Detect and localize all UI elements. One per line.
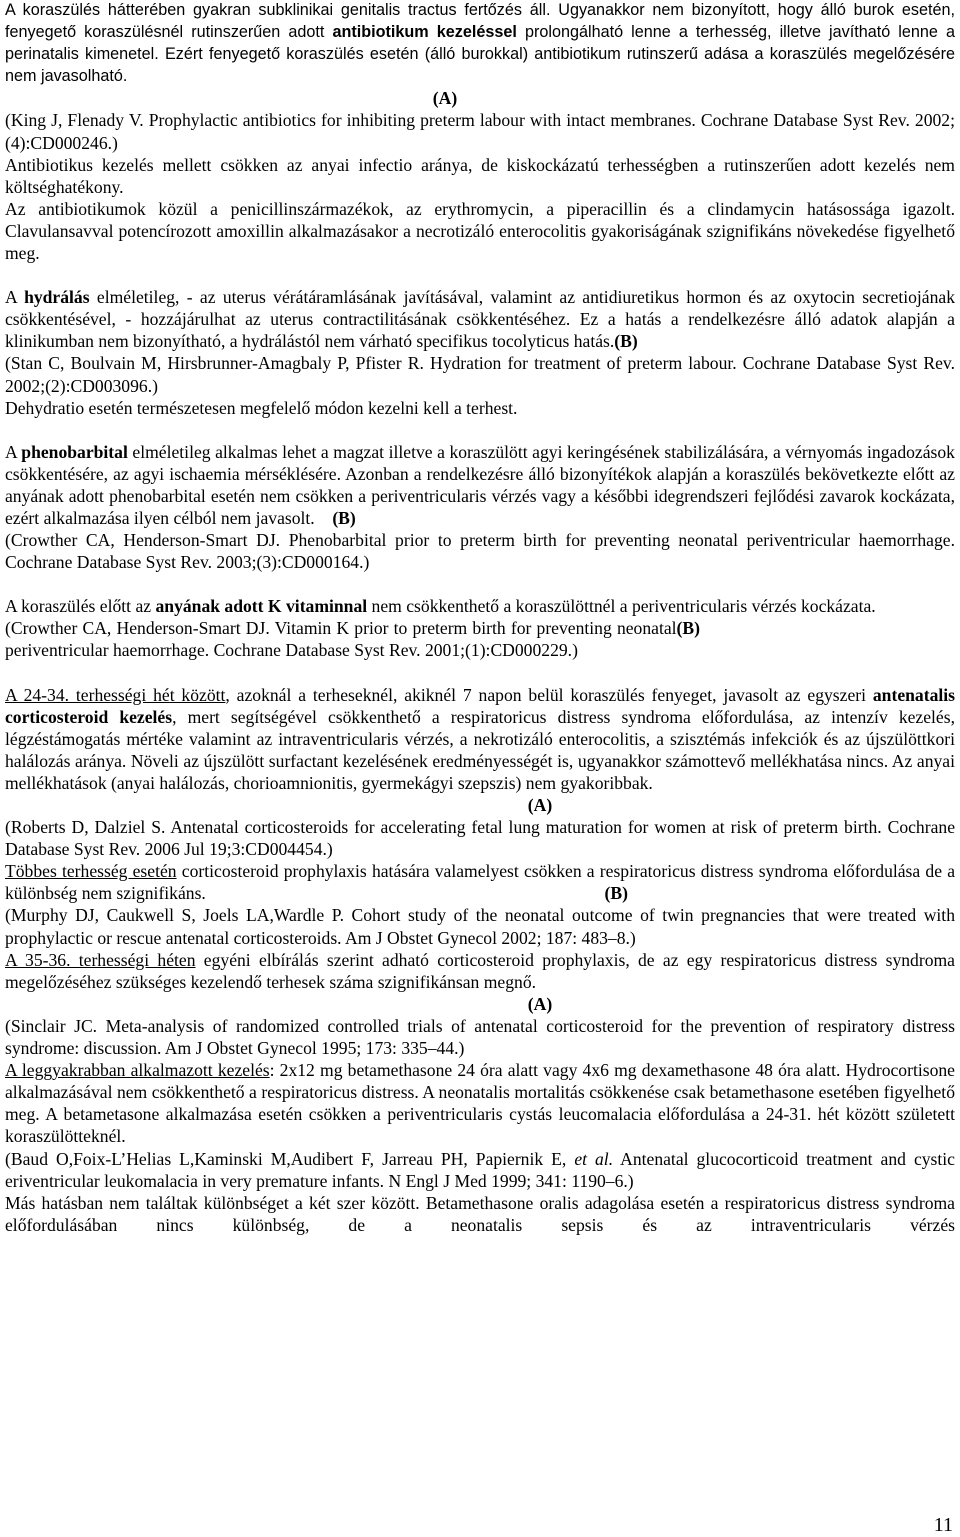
grade-label: (A)	[527, 795, 553, 815]
text-span: A koraszülés hátterében gyakran subklinikai genitalis tractus fertőzés áll.	[5, 1, 559, 19]
text-span: , mert segítségével csökkenthető a respiratoricus distress syndroma előfordulása, az intenzív kezelés, légzéstámogatás mértéke valamint az intraventricularis vérzés, a nekrotizáló enterocolitis, a szisztémás infekciók és az újszülöttkori halálozás aránya. Növeli az újszülött surfactant kezelésének eredményességét is, ugyanakkor számottevő mellékhatása nincs. Az anyai mellékhatások (anyai halálozás, chorioamnionitis, gyermekágyi szepszis) nem gyakoribbak.	[5, 706, 955, 793]
page-number: 11	[933, 1514, 953, 1536]
text-span: , azoknál a terheseknél, akiknél 7 napon belül koraszülés fenyeget, javasolt az egyszeri	[225, 684, 873, 705]
reference: (Stan C, Boulvain M, Hirsbrunner-Amagbaly P, Pfister R. Hydration for treatment of preterm labour. Cochrane Database Syst Rev. 2002;(2):CD003096.)	[5, 353, 955, 396]
text-span: A	[5, 287, 25, 308]
corticosteroid-paragraph	[5, 684, 955, 794]
text-span: nem csökkenthető a koraszülöttnél a periventricularis vérzés kockázata.	[367, 596, 876, 617]
text-span: : 2x12 mg betamethasone 24 óra alatt vagy 4x6 mg dexamethasone 48 óra alatt. Hydrocortisone alkalmazásával nem csökkenthető a respiratoricus distress. A neonatalis mortalitás csökkenése csak betamethasone esetében figyelhető meg. A betametasone alkalmazása esetén csökken a periventricularis cystás leucomalacia előfordulása a 24-31. hét között született koraszülötteknél.	[5, 1060, 955, 1147]
text-span: egyéni elbírálás szerint adható corticosteroid prophylaxis, de az egy respiratoricus distress syndroma megelőzéséhez szükséges kezelendő terhesek száma szignifikánsan megnő.	[5, 949, 955, 992]
text-span: prolongálható lenne a terhesség, illetve javítható lenne a perinatalis kimenetel. Ezért fenyegető koraszülés esetén (álló burokkal) antibiotikum rutinszerű adása a koraszülés megelőzésére nem javasolható.	[5, 23, 955, 86]
italic-term: et al.	[574, 1148, 614, 1169]
grade-label: (B)	[332, 507, 356, 528]
reference: (Murphy DJ, Caukwell S, Joels LA,Wardle P. Cohort study of the neonatal outcome of twin pregnancies that were treated with prophylactic or rescue antenatal corticosteroids. Am J Obstet Gynecol 2002; 187: 483–8.)	[5, 905, 955, 948]
hydration-paragraph	[5, 286, 955, 352]
bold-term: hydrálás	[24, 287, 90, 308]
paragraph: Antibiotikus kezelés mellett csökken az anyai infectio aránya, de kiskockázatú terhességben a rutinszerűen adott kezelés nem költséghatékony.	[5, 154, 955, 197]
grade-label: (A)	[527, 993, 553, 1014]
underlined-term: A leggyakrabban alkalmazott kezelés	[5, 1060, 270, 1081]
text-span: elméletileg, - az uterus vérátáramlásának javításával, valamint az antidiuretikus hormon és az oxytocin secretiojának csökkentésével, - hozzájárulhat az uterus contractilitásának csökkentéséhez. Ez a hatás a rendelkezésre álló adatok alapján a klinikumban nem bizonyítható, a hydrálástól nem várható specifikus tocolyticus hatás.	[5, 287, 956, 352]
grade-label: (B)	[614, 331, 638, 352]
reference: (Crowther CA, Henderson-Smart DJ. Vitamin K prior to preterm birth for preventing neonatal periventricular haemorrhage. Cochrane Database Syst Rev. 2001;(1):CD000229.)	[5, 618, 677, 661]
bold-term: anyának adott K vitaminnal	[155, 596, 368, 617]
grade-label: (A)	[432, 88, 458, 109]
bold-term: antenatalis corticosteroid kezelés	[5, 684, 955, 727]
reference: (Crowther CA, Henderson-Smart DJ. Phenobarbital prior to preterm birth for preventing neonatal periventricular haemorrhage. Cochrane Database Syst Rev. 2003;(3):CD000164.)	[5, 530, 955, 573]
text-span: (Baud O,Foix-L’Helias L,Kaminski M,Audibert F, Jarreau PH, Papiernik E,	[5, 1148, 575, 1169]
text-span: Ugyanakkor nem bizonyított, hogy álló burok esetén, fenyegető koraszülésnél rutinszerűen adott	[5, 1, 955, 42]
reference: (Roberts D, Dalziel S. Antenatal corticosteroids for accelerating fetal lung maturation for women at risk of preterm birth. Cochrane Database Syst Rev. 2006 Jul 19;3:CD004454.)	[5, 817, 955, 860]
reference	[5, 1148, 955, 1192]
phenobarbital-paragraph	[5, 441, 955, 529]
text-span: A	[5, 441, 22, 462]
paragraph: Az antibiotikumok közül a penicillinszármazékok, az erythromycin, a piperacillin és a clindamycin hatásossága igazolt. Clavulansavval potencírozott amoxillin alkalmazásakor a necrotizáló enterocolitis gyakoriságának szignifikáns növekedése figyelhető meg.	[5, 198, 955, 264]
antibiotic-paragraph	[5, 0, 955, 87]
paragraph	[5, 860, 955, 904]
underlined-term: A 24-34. terhességi hét között	[5, 684, 226, 705]
grade-label: (B)	[676, 618, 700, 639]
reference: (Sinclair JC. Meta-analysis of randomized controlled trials of antenatal corticosteroid for the prevention of respiratory distress syndrome: discussion. Am J Obstet Gynecol 1995; 173: 335–44.)	[5, 1015, 955, 1059]
underlined-term: Többes terhesség esetén	[5, 861, 177, 882]
underlined-term: A 35-36. terhességi héten	[5, 949, 196, 970]
bold-term: antibiotikum kezeléssel	[332, 23, 517, 42]
text-span: Antenatal glucocorticoid treatment and cystic eriventricular leukomalacia in very premature infants. N Engl J Med 1999; 341: 1190–6.)	[5, 1148, 955, 1191]
evidence-grade	[5, 794, 955, 816]
evidence-grade	[5, 993, 955, 1015]
text-span: A koraszülés előtt az	[5, 596, 156, 617]
evidence-grade	[5, 87, 955, 109]
paragraph	[5, 1059, 955, 1147]
document-page	[5, 0, 955, 1236]
text-span: corticosteroid prophylaxis hatására valamelyest csökken a respiratoricus distress syndroma előfordulása de a különbség nem szignifikáns.	[5, 861, 955, 904]
paragraph: Dehydratio esetén természetesen megfelelő módon kezelni kell a terhest.	[5, 397, 518, 418]
paragraph: Más hatásban nem találtak különbséget a két szer között. Betamethasone oralis adagolása esetén a respiratoricus distress syndroma előfordulásában nincs különbség, de a neonatalis sepsis és az intraventricularis vérzés	[5, 1192, 955, 1235]
bold-term: phenobarbital	[21, 441, 128, 462]
grade-label: (B)	[604, 883, 628, 904]
paragraph	[5, 949, 955, 993]
reference: (King J, Flenady V. Prophylactic antibiotics for inhibiting preterm labour with intact membranes. Cochrane Database Syst Rev. 2002;(4):CD000246.)	[5, 110, 955, 153]
vitamin-k-paragraph	[5, 595, 955, 639]
text-span: elméletileg alkalmas lehet a magzat illetve a koraszülött agyi keringésének stabilizálására, a vérnyomás ingadozások csökkentésére, az agyi ischaemia mérséklésére. Azonban a rendelkezésre álló bizonyítékok alapján a koraszülés bekövetkezte előtt az anyának adott phenobarbital esetén nem csökken a periventricularis vérzés vagy a későbbi idegrendszeri fejlődési zavarok kockázata, ezért alkalmazása ilyen célból nem javasolt.	[5, 441, 955, 528]
